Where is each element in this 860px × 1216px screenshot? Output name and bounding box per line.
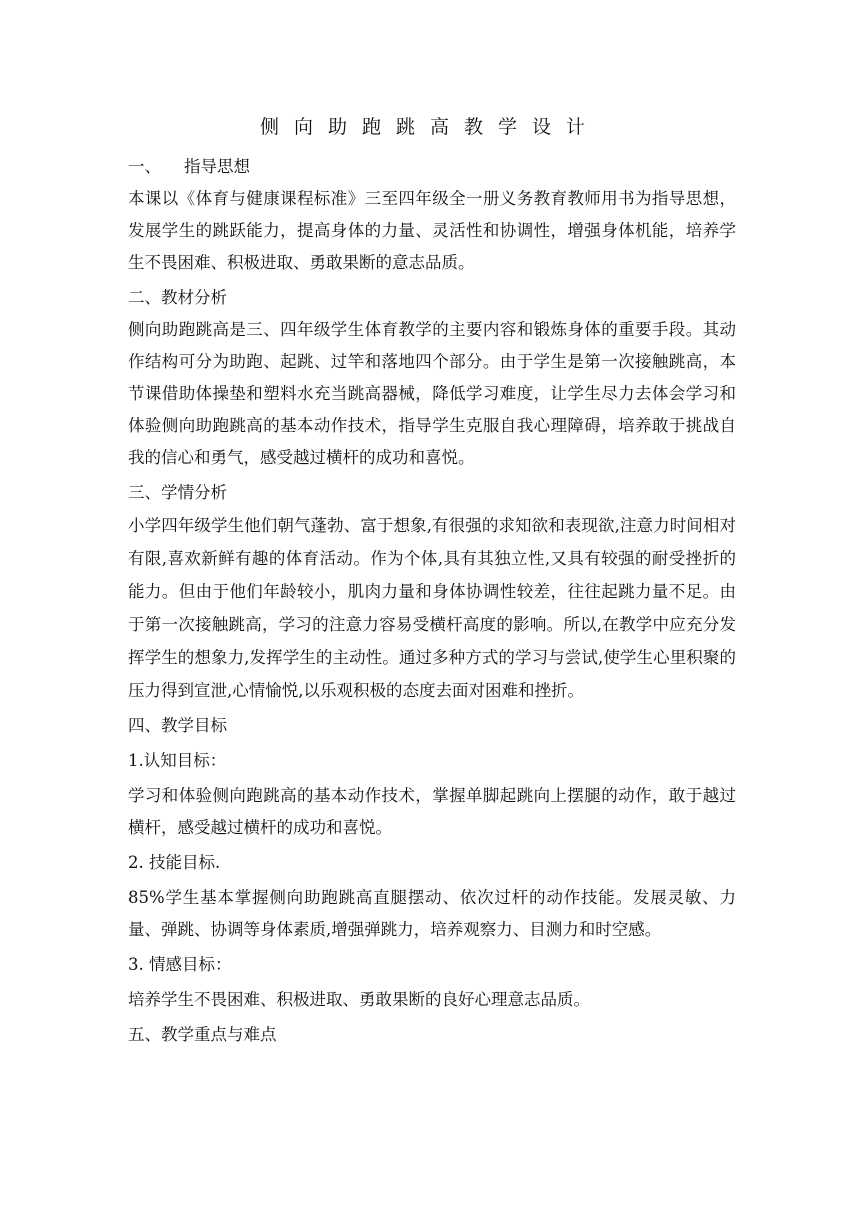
section-heading-label: 指导思想	[184, 157, 250, 176]
section-heading-goals: 四、教学目标	[128, 716, 227, 735]
subheading-skill: 2. 技能目标.	[128, 853, 221, 872]
section-heading-keypoints: 五、教学重点与难点	[128, 1025, 277, 1044]
document-body	[128, 151, 736, 1051]
section-heading-guiding	[128, 151, 736, 183]
section-heading-students: 三、学情分析	[128, 483, 227, 502]
paragraph-skill: 85%学生基本掌握侧向助跑跳高直腿摆动、依次过杆的动作技能。发展灵敏、力量、弹跳、协调等身体素质,增强弹跳力，培养观察力、目测力和时空感。	[128, 888, 736, 939]
paragraph-students: 小学四年级学生他们朝气蓬勃、富于想象,有很强的求知欲和表现欲,注意力时间相对有限,喜欢新鲜有趣的体育活动。作为个体,具有其独立性,又具有较强的耐受挫折的能力。但由于他们年龄较小，肌肉力量和身体协调性较差，往往起跳力量不足。由于第一次接触跳高，学习的注意力容易受横杆高度的影响。所以,在教学中应充分发挥学生的想象力,发挥学生的主动性。通过多种方式的学习与尝试,使学生心里积聚的压力得到宣泄,心情愉悦,以乐观积极的态度去面对困难和挫折。	[128, 516, 736, 700]
subheading-cognitive: 1.认知目标：	[128, 751, 227, 770]
paragraph-guiding: 本课以《体育与健康课程标准》三至四年级全一册义务教育教师用书为指导思想，发展学生的跳跃能力，提高身体的力量、灵活性和协调性，增强身体机能，培养学生不畏困难、积极进取、勇敢果断的意志品质。	[128, 189, 736, 272]
document-title: 侧向助跑跳高教学设计	[259, 116, 600, 138]
section-number: 一、	[128, 157, 161, 176]
paragraph-emotion: 培养学生不畏困难、积极进取、勇敢果断的良好心理意志品质。	[128, 990, 590, 1009]
section-heading-material: 二、教材分析	[128, 288, 227, 307]
paragraph-material: 侧向助跑跳高是三、四年级学生体育教学的主要内容和锻炼身体的重要手段。其动作结构可分为助跑、起跳、过竿和落地四个部分。由于学生是第一次接触跳高，本节课借助体操垫和塑料水充当跳高器械，降低学习难度，让学生尽力去体会学习和体验侧向助跑跳高的基本动作技术，指导学生克服自我心理障碍，培养敢于挑战自我的信心和勇气，感受越过横杆的成功和喜悦。	[128, 320, 736, 467]
subheading-emotion: 3. 情感目标：	[128, 955, 232, 974]
paragraph-cognitive: 学习和体验侧向跑跳高的基本动作技术，掌握单脚起跳向上摆腿的动作，敢于越过横杆，感受越过横杆的成功和喜悦。	[128, 786, 736, 837]
